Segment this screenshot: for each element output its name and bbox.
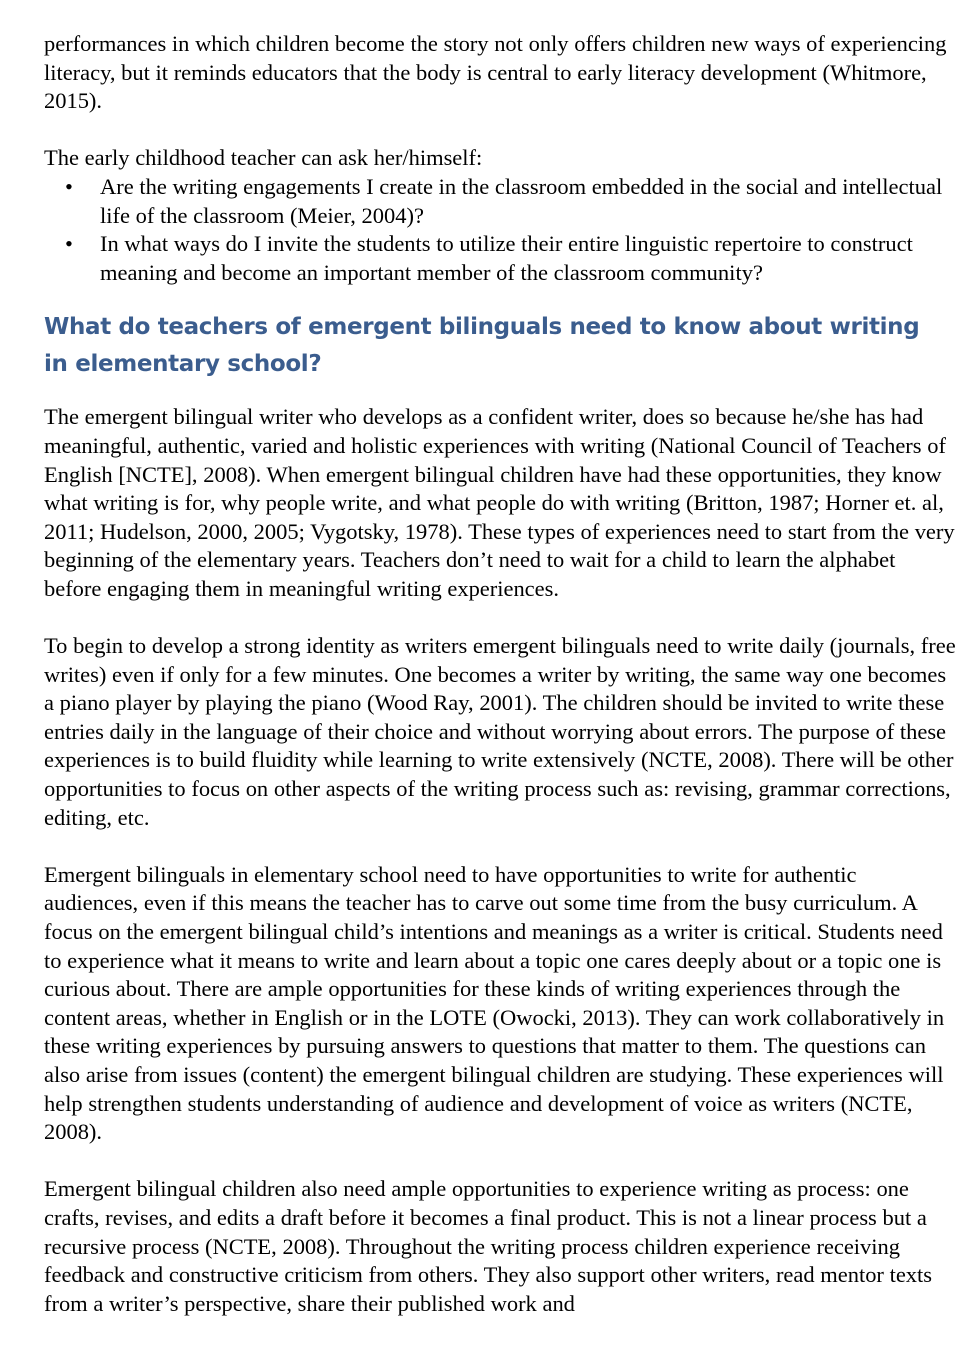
paragraph-lead-in: The early childhood teacher can ask her/himself: xyxy=(44,145,483,171)
list-item xyxy=(44,173,956,230)
paragraph-emergent-bilingual-writer: The emergent bilingual writer who develops as a confident writer, does so because he/she has had meaningful, authentic, varied and holistic experiences with writing (National Council of Teachers of English [NCTE], 2008). When emergent bilingual children have had these opportunities, they know what writing is for, why people write, and what people do with writing (Britton, 1987; Horner et. al, 2011; Hudelson, 2000, 2005; Vygotsky, 1978). These types of experiences need to start from the very beginning of the elementary years. Teachers don’t need to wait for a child to learn the alphabet before engaging them in meaningful writing experiences. xyxy=(44,404,955,601)
document-body xyxy=(44,30,956,1318)
bullet-icon: • xyxy=(65,173,73,199)
paragraph-spacer xyxy=(44,604,956,633)
bullet-icon: • xyxy=(65,231,73,257)
list-item-label: Are the writing engagements I create in the classroom embedded in the social and intellectual life of the classroom (Meier, 2004)? xyxy=(100,173,943,228)
list-item-label: In what ways do I invite the students to utilize their entire linguistic repertoire to construct meaning and become an important member of the classroom community? xyxy=(100,231,913,285)
list-item xyxy=(44,230,956,287)
paragraph-spacer xyxy=(44,116,956,145)
paragraph-strong-identity: To begin to develop a strong identity as writers emergent bilinguals need to write daily (journals, free writes) even if only for a few minutes. One becomes a writer by writing, the same way one becomes a piano player by playing the piano (Wood Ray, 2001). The children should be invited to write these entries daily in the language of their choice and without worrying about errors. The purpose of these experiences is to build fluidity while learning to write extensively (NCTE, 2008). There will be other opportunities to focus on other aspects of the writing process such as: revising, grammar corrections, editing, etc. xyxy=(44,633,956,830)
paragraph-writing-as-process: Emergent bilingual children also need ample opportunities to experience writing as process: one crafts, revises, and edits a draft before it becomes a final product. This is not a linear process but a recursive process (NCTE, 2008). Throughout the writing process children experience receiving feedback and constructive criticism from others. They also support other writers, read mentor texts from a writer’s perspective, share their published work and xyxy=(44,1176,933,1316)
section-heading-block xyxy=(44,309,956,383)
teacher-questions-list xyxy=(44,173,956,287)
paragraph-authentic-audiences: Emergent bilinguals in elementary school need to have opportunities to write for authentic audiences, even if this means the teacher has to carve out some time from the busy curriculum. A focus on the emergent bilingual child’s intentions and meanings as a writer is critical. Students need to experience what it means to write and learn about a topic one cares deeply about or a topic one is curious about. There are ample opportunities for these kinds of writing experiences through the content areas, whether in English or in the LOTE (Owocki, 2013). They can work collaboratively in these writing experiences by pursuing answers to questions that matter to them. The questions can also arise from issues (content) the emergent bilingual children are studying. These experiences will help strengthen students understanding of audience and development of voice as writers (NCTE, 2008). xyxy=(44,861,945,1145)
paragraph-spacer xyxy=(44,1147,956,1176)
page-section-heading: What do teachers of emergent bilinguals need to know about writing in elementary school? xyxy=(44,314,920,378)
paragraph-performances: performances in which children become the story not only offers children new ways of experiencing literacy, but it reminds educators that the body is central to early literacy development (Whitmore, 2015). xyxy=(44,31,947,114)
paragraph-spacer xyxy=(44,832,956,861)
